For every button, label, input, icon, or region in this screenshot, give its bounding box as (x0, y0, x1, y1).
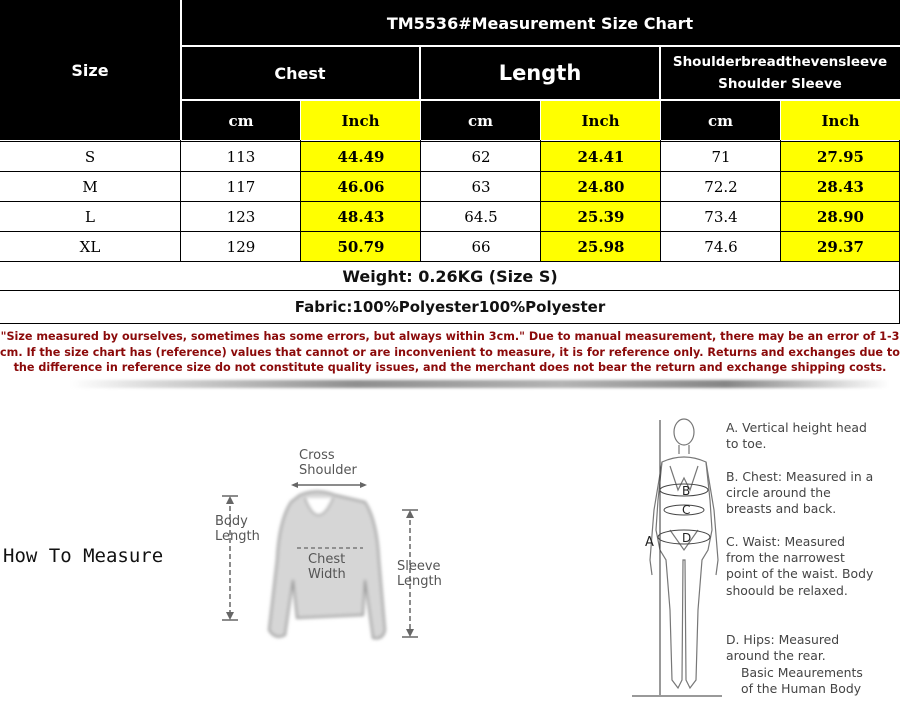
size-cell: XL (0, 232, 180, 261)
chest-width-label (308, 552, 346, 582)
chest-inch-cell: 46.06 (301, 172, 421, 202)
chest-cm-cell: 113 (181, 142, 301, 172)
divider-smear (70, 380, 890, 388)
length-cm-cell: 64.5 (421, 202, 541, 232)
chest-inch-cell: 50.79 (301, 232, 421, 261)
size-cell: L (0, 202, 180, 232)
unit-sleeve-inch: Inch (781, 101, 900, 140)
body-length-line2: Length (215, 529, 260, 544)
sleeve-cm-cell: 73.4 (661, 202, 781, 232)
definition-d: D. Hips: Measured around the rear. (726, 632, 840, 664)
shoulder-sleeve-line2: Shoulder Sleeve (718, 76, 842, 92)
length-inch-cell: 25.39 (541, 202, 661, 232)
length-header: Length (420, 46, 660, 100)
human-body-diagram (632, 410, 722, 700)
marker-a: A (645, 535, 654, 550)
length-inch-cell: 24.80 (541, 172, 661, 202)
length-cm-cell: 63 (421, 172, 541, 202)
cross-shoulder-line1: Cross (299, 448, 335, 463)
size-header: Size (0, 0, 180, 140)
sleeve-length-line2: Length (397, 574, 442, 589)
cross-shoulder-line2: Shoulder (299, 463, 357, 478)
size-cell: S (0, 142, 180, 172)
chest-header: Chest (180, 46, 420, 100)
unit-sleeve-cm: cm (661, 101, 780, 140)
marker-d: D (682, 531, 692, 545)
chest-width-line1: Chest (308, 552, 346, 567)
unit-chest-inch: Inch (301, 101, 420, 140)
unit-chest-cm: cm (182, 101, 300, 140)
marker-c: C (682, 503, 691, 517)
chest-cm-cell: 129 (181, 232, 301, 261)
sleeve-cm-cell: 72.2 (661, 172, 781, 202)
chart-title: TM5536#Measurement Size Chart (180, 0, 900, 46)
definition-b: B. Chest: Measured in a circle around the breasts and back. (726, 469, 874, 517)
marker-b: B (682, 484, 691, 498)
sleeve-cm-cell: 71 (661, 142, 781, 172)
size-cell: M (0, 172, 180, 202)
length-cm-cell: 62 (421, 142, 541, 172)
sleeve-inch-cell: 27.95 (781, 142, 900, 172)
sleeve-inch-cell: 29.37 (781, 232, 900, 261)
definition-a: A. Vertical height head to toe. (726, 420, 867, 452)
fabric-row: Fabric:100%Polyester100%Polyester (294, 298, 606, 316)
length-inch-cell: 24.41 (541, 142, 661, 172)
definition-footer: Basic Meaurements of the Human Body (741, 665, 863, 697)
measurement-disclaimer: "Size measured by ourselves, sometimes has some errors, but always within 3cm." Due to manual measurement, there may be an error of 1-3 cm. If the size chart has (reference) values that cannot or are inconvenient to measure, it is for reference only. Returns and exchanges due to the difference in reference size do not constitute quality issues, and the merchant does not bear the return and exchange shipping costs. (0, 330, 900, 374)
chest-inch-cell: 44.49 (301, 142, 421, 172)
length-inch-cell: 25.98 (541, 232, 661, 261)
sleeve-length-line1: Sleeve (397, 559, 441, 574)
shoulder-sleeve-line1: Shoulderbreadthevensleeve (672, 54, 888, 70)
chest-cm-cell: 117 (181, 172, 301, 202)
chest-cm-cell: 123 (181, 202, 301, 232)
sleeve-inch-cell: 28.90 (781, 202, 900, 232)
unit-length-inch: Inch (541, 101, 660, 140)
body-length-label (215, 514, 260, 544)
body-length-line1: Body (215, 514, 248, 529)
sleeve-length-label (397, 559, 442, 589)
how-to-measure-title: How To Measure (3, 545, 164, 567)
cross-shoulder-label (299, 448, 357, 478)
sleeve-cm-cell: 74.6 (661, 232, 781, 261)
weight-row: Weight: 0.26KG (Size S) (342, 266, 558, 286)
sleeve-inch-cell: 28.43 (781, 172, 900, 202)
definition-c: C. Waist: Measured from the narrowest point of the waist. Body shoould be relaxed. (726, 534, 874, 598)
unit-length-cm: cm (421, 101, 540, 140)
chest-width-line2: Width (308, 567, 346, 582)
chest-inch-cell: 48.43 (301, 202, 421, 232)
shoulder-sleeve-header (660, 46, 900, 100)
length-cm-cell: 66 (421, 232, 541, 261)
